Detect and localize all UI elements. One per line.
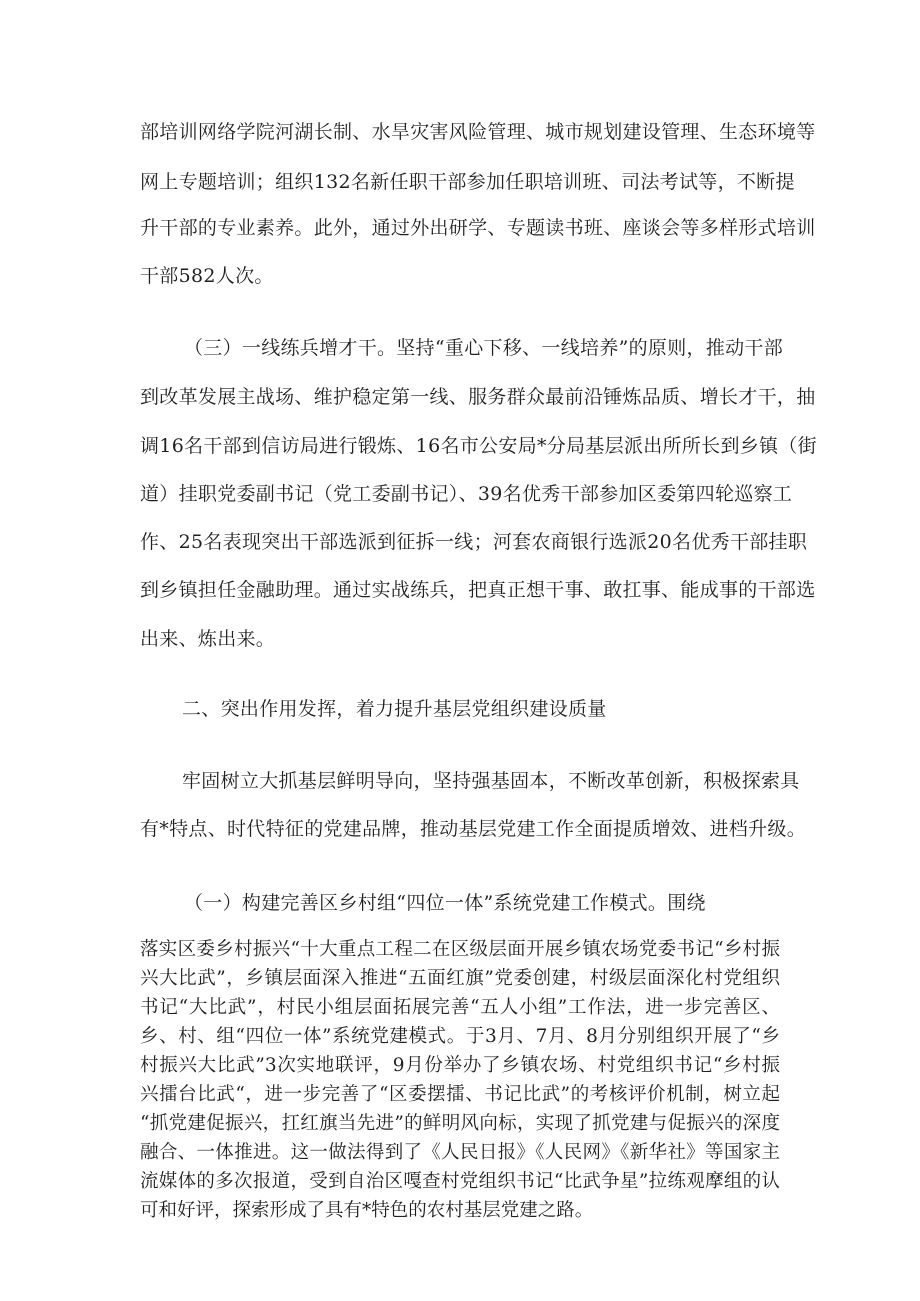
text-line: 兴大比武”，乡镇层面深入推进“五面红旗”党委创建，村级层面深化村党组织 [140, 968, 780, 989]
text-line: 有*特点、时代特征的党建品牌，推动基层党建工作全面提质增效、进档升级。 [140, 818, 807, 840]
text-line: 落实区委乡村振兴“十大重点工程二在区级层面开展乡镇农场党委书记“乡村振 [140, 939, 780, 960]
text-line: 出来、炼出来。 [140, 628, 276, 650]
text-line: 可和好评，探索形成了具有*特色的农村基层党建之路。 [140, 1200, 594, 1221]
text-line: 升干部的专业素养。此外，通过外出研学、专题读书班、座谈会等多样形式培训 [140, 217, 816, 239]
text-line: 流媒体的多次报道，受到自治区嘎查村党组织书记“比武争星”拉练观摩组的认 [140, 1171, 780, 1192]
text-line: “抓党建促振兴，扛红旗当先进”的鲜明风向标，实现了抓党建与促振兴的深度 [140, 1113, 780, 1134]
text-line: 到改革发展主战场、维护稳定第一线、服务群众最前沿锤炼品质、增长才干，抽 [140, 386, 816, 408]
text-line: 作、25名表现突出干部选派到征拆一线；河套农商银行选派20名优秀干部挂职 [140, 531, 808, 553]
text-line: 部培训网络学院河湖长制、水旱灾害风险管理、城市规划建设管理、生态环境等 [140, 121, 816, 143]
text-line: 牢固树立大抓基层鲜明导向，坚持强基固本，不断改革创新，积极探索具 [182, 770, 800, 792]
text-line: 融合、一体推进。这一做法得到了《人民日报》《人民网》《新华社》等国家主 [140, 1142, 780, 1163]
text-line: 到乡镇担任金融助理。通过实战练兵，把真正想干事、敢扛事、能成事的干部选 [140, 579, 816, 601]
text-line: 村振兴大比武”3次实地联评，9月份举办了乡镇农场、村党组织书记“乡村振 [140, 1055, 780, 1076]
text-line: 兴擂台比武“，进一步完善了“区委摆擂、书记比武”的考核评价机制，树立起 [140, 1084, 780, 1105]
text-line: （一）构建完善区乡村组“四位一体”系统党建工作模式。围绕 [184, 892, 706, 914]
text-line: 乡、村、组“四位一体”系统党建模式。于3月、7月、8月分别组织开展了“乡 [140, 1026, 780, 1047]
text-line: （三）一线练兵增才干。坚持“重心下移、一线培养”的原则，推动干部 [184, 337, 784, 359]
text-line: 干部582人次。 [140, 265, 274, 287]
text-line: 调16名干部到信访局进行锻炼、16名市公安局*分局基层派出所所长到乡镇（街 [140, 435, 817, 457]
text-line: 书记“大比武”，村民小组层面拓展完善“五人小组”工作法，进一步完善区、 [140, 997, 780, 1018]
section-heading: 二、突出作用发挥，着力提升基层党组织建设质量 [182, 698, 607, 720]
text-line: 道）挂职党委副书记（党工委副书记）、39名优秀干部参加区委第四轮巡察工 [140, 483, 793, 505]
text-line: 网上专题培训；组织132名新任职干部参加任职培训班、司法考试等，不断提 [140, 171, 795, 193]
